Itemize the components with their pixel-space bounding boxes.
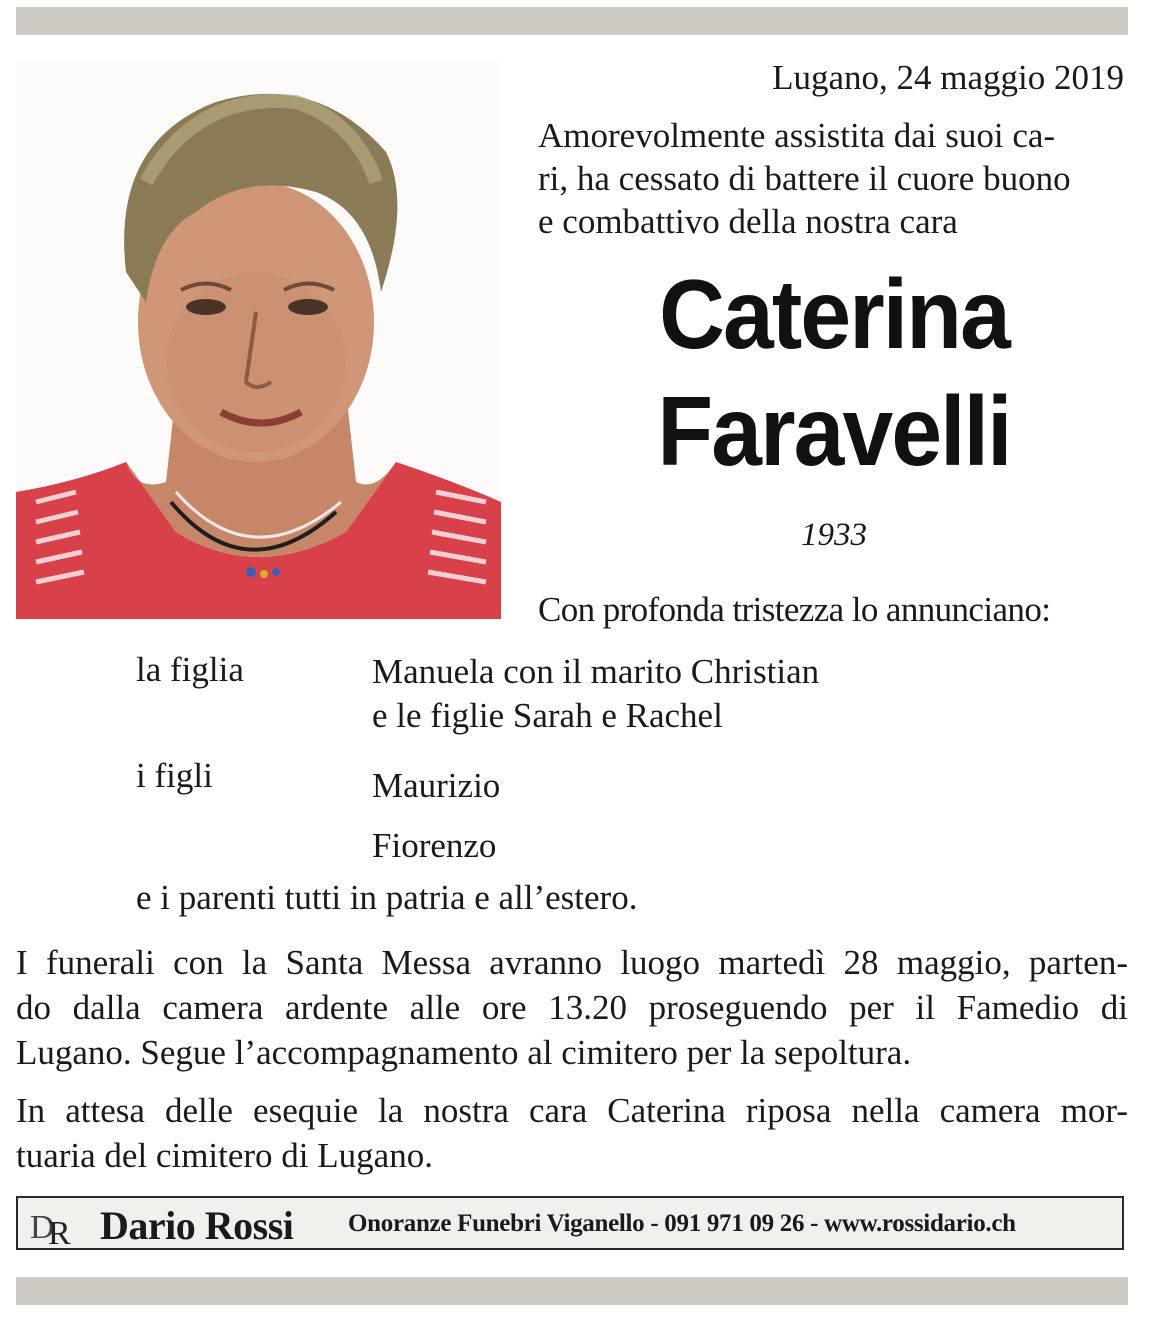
intro-paragraph: [538, 114, 1128, 243]
intro-line: ri, ha cessato di battere il cuore buono: [538, 159, 1071, 198]
relative-name-line: Fiorenzo: [372, 826, 497, 865]
funeral-paragraph: [16, 940, 1128, 1075]
intro-line: e combattivo della nostra cara: [538, 202, 958, 241]
relative-label: i figli: [136, 756, 213, 795]
portrait-photo-icon: [16, 62, 501, 619]
funeral-home-contact: Onoranze Funebri Viganello - 091 971 09 26 - www.rossidario.ch: [348, 1210, 1016, 1237]
deceased-first-name: Caterina: [659, 259, 1009, 369]
logo-letter-d: D: [30, 1209, 55, 1246]
relative-names: [372, 756, 500, 876]
funeral-line: do dalla camera ardente alle ore 13.20 proseguendo per il Famedio di: [16, 988, 1128, 1027]
relative-name-line: e le figlie Sarah e Rachel: [372, 696, 723, 735]
notice-date: Lugano, 24 maggio 2019: [772, 58, 1124, 97]
announcement-line: Con profonda tristezza lo annunciano:: [538, 590, 1051, 629]
funeral-home-footer: [16, 1196, 1124, 1250]
relative-names: [372, 650, 819, 738]
relative-name-line: Maurizio: [372, 766, 501, 805]
relatives-closing: e i parenti tutti in patria e all’estero.: [136, 878, 638, 917]
birth-year: 1933: [801, 517, 867, 553]
wake-paragraph: [16, 1088, 1128, 1178]
bottom-divider-bar: [16, 1277, 1128, 1305]
top-divider-bar: [16, 7, 1128, 35]
logo-letter-r: R: [48, 1215, 71, 1246]
relative-name-line: Manuela con il marito Christian: [372, 652, 820, 691]
funeral-line: I funerali con la Santa Messa avranno luogo martedì 28 maggio, parten-: [16, 943, 1128, 982]
deceased-last-name: Faravelli: [657, 376, 1011, 486]
portrait-photo: [16, 62, 501, 619]
wake-line: tuaria del cimitero di Lugano.: [16, 1136, 433, 1175]
funeral-line: Lugano. Segue l’accompagnamento al cimitero per la sepoltura.: [16, 1033, 912, 1072]
intro-line: Amorevolmente assistita dai suoi ca-: [538, 116, 1056, 155]
funeral-home-brand: Dario Rossi: [100, 1203, 294, 1248]
wake-line: In attesa delle esequie la nostra cara Caterina riposa nella camera mor-: [16, 1091, 1128, 1130]
funeral-home-logo-icon: [28, 1204, 90, 1246]
relative-label: la figlia: [136, 650, 244, 689]
